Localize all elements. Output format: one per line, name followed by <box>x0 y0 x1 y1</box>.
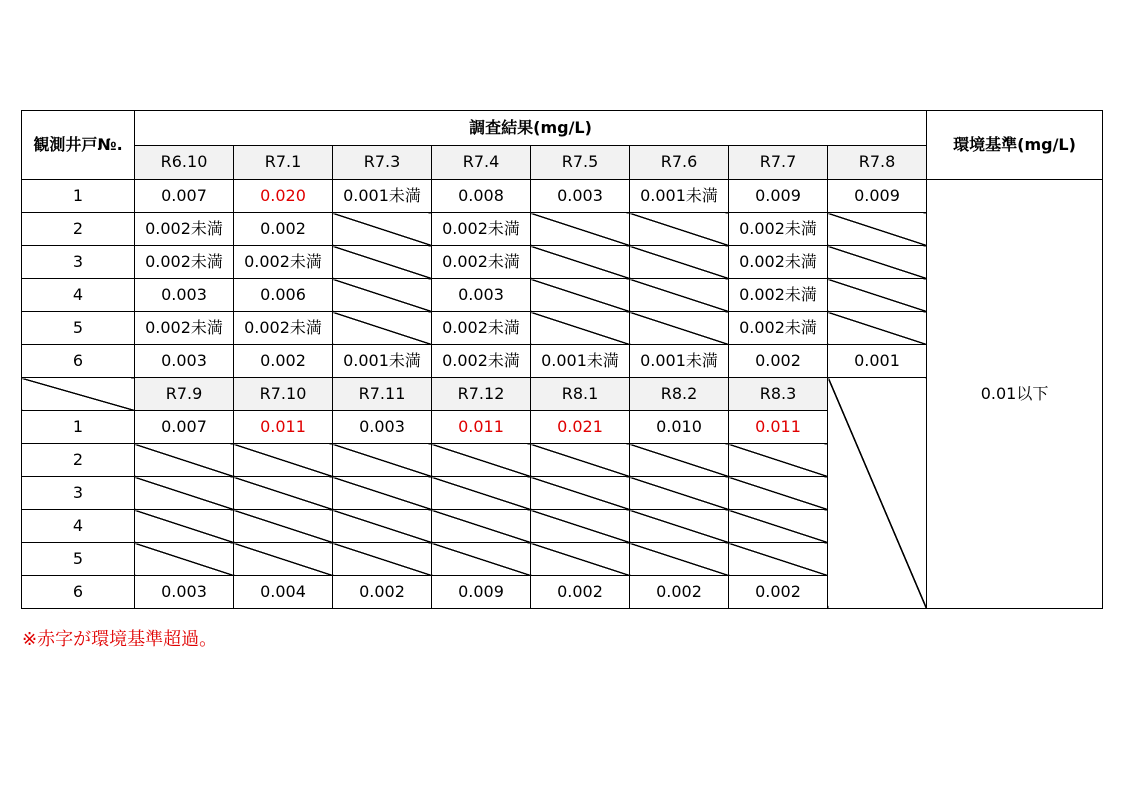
no-measurement-cell <box>333 477 432 510</box>
no-measurement-cell <box>531 444 630 477</box>
well-number: 5 <box>22 312 135 345</box>
well-number: 4 <box>22 510 135 543</box>
value-cell: 0.002 <box>729 345 828 378</box>
date-header: R7.11 <box>333 378 432 411</box>
no-measurement-cell <box>828 213 927 246</box>
date-header: R7.10 <box>234 378 333 411</box>
no-measurement-cell <box>630 543 729 576</box>
date-header: R7.7 <box>729 145 828 180</box>
well-number: 1 <box>22 180 135 213</box>
value-cell: 0.010 <box>630 411 729 444</box>
standard-value: 0.01以下 <box>927 180 1103 609</box>
well-number: 5 <box>22 543 135 576</box>
date-header: R7.1 <box>234 145 333 180</box>
date-header: R7.4 <box>432 145 531 180</box>
value-cell: 0.002未満 <box>432 213 531 246</box>
value-cell: 0.003 <box>432 279 531 312</box>
value-cell: 0.011 <box>234 411 333 444</box>
no-measurement-cell <box>432 510 531 543</box>
blank-corner-cell <box>22 378 135 411</box>
value-cell: 0.008 <box>432 180 531 213</box>
exceedance-note: ※赤字が環境基準超過。 <box>22 629 218 650</box>
results-header: 調査結果(mg/L) <box>135 111 927 146</box>
no-measurement-cell <box>432 543 531 576</box>
no-measurement-cell <box>234 510 333 543</box>
value-cell: 0.021 <box>531 411 630 444</box>
no-measurement-cell <box>333 312 432 345</box>
value-cell: 0.007 <box>135 411 234 444</box>
no-measurement-cell <box>630 312 729 345</box>
value-cell: 0.003 <box>135 279 234 312</box>
no-measurement-cell <box>531 510 630 543</box>
value-cell: 0.003 <box>531 180 630 213</box>
value-cell: 0.002 <box>333 576 432 609</box>
no-measurement-cell <box>729 444 828 477</box>
date-header: R8.1 <box>531 378 630 411</box>
no-measurement-cell <box>828 279 927 312</box>
survey-results-table <box>21 110 1103 609</box>
no-measurement-cell <box>135 510 234 543</box>
no-measurement-cell <box>729 510 828 543</box>
value-cell: 0.003 <box>333 411 432 444</box>
value-cell: 0.009 <box>432 576 531 609</box>
no-measurement-cell <box>135 444 234 477</box>
value-cell: 0.002未満 <box>432 312 531 345</box>
no-measurement-cell <box>432 477 531 510</box>
well-number: 2 <box>22 213 135 246</box>
date-header: R6.10 <box>135 145 234 180</box>
value-cell: 0.001未満 <box>630 180 729 213</box>
well-number: 6 <box>22 576 135 609</box>
date-header: R8.3 <box>729 378 828 411</box>
no-measurement-cell <box>630 213 729 246</box>
well-number-header: 観測井戸№. <box>22 111 135 180</box>
value-cell: 0.002未満 <box>135 312 234 345</box>
value-cell: 0.011 <box>432 411 531 444</box>
no-measurement-cell <box>333 543 432 576</box>
value-cell: 0.002 <box>234 213 333 246</box>
value-cell: 0.001未満 <box>630 345 729 378</box>
no-measurement-cell <box>531 543 630 576</box>
standard-header: 環境基準(mg/L) <box>927 111 1103 180</box>
no-measurement-cell <box>234 444 333 477</box>
well-number: 6 <box>22 345 135 378</box>
no-measurement-cell <box>729 543 828 576</box>
value-cell: 0.004 <box>234 576 333 609</box>
value-cell: 0.001 <box>828 345 927 378</box>
value-cell: 0.002未満 <box>135 213 234 246</box>
value-cell: 0.003 <box>135 345 234 378</box>
value-cell: 0.003 <box>135 576 234 609</box>
no-measurement-cell <box>828 312 927 345</box>
no-measurement-cell <box>531 312 630 345</box>
value-cell: 0.007 <box>135 180 234 213</box>
value-cell: 0.002未満 <box>729 213 828 246</box>
value-cell: 0.006 <box>234 279 333 312</box>
no-measurement-cell <box>234 543 333 576</box>
well-number: 2 <box>22 444 135 477</box>
value-cell: 0.002未満 <box>729 246 828 279</box>
date-header: R7.6 <box>630 145 729 180</box>
value-cell: 0.002 <box>234 345 333 378</box>
no-measurement-cell <box>828 246 927 279</box>
value-cell: 0.002未満 <box>234 312 333 345</box>
no-measurement-cell <box>729 477 828 510</box>
no-measurement-cell <box>630 279 729 312</box>
date-header: R7.12 <box>432 378 531 411</box>
no-measurement-cell <box>135 477 234 510</box>
no-measurement-cell <box>234 477 333 510</box>
no-measurement-cell <box>333 444 432 477</box>
date-header: R8.2 <box>630 378 729 411</box>
value-cell: 0.001未満 <box>333 345 432 378</box>
no-measurement-cell <box>432 444 531 477</box>
value-cell: 0.009 <box>828 180 927 213</box>
value-cell: 0.002未満 <box>432 345 531 378</box>
no-measurement-cell <box>531 279 630 312</box>
value-cell: 0.002未満 <box>729 279 828 312</box>
no-measurement-cell <box>630 477 729 510</box>
value-cell: 0.002 <box>630 576 729 609</box>
value-cell: 0.001未満 <box>333 180 432 213</box>
value-cell: 0.009 <box>729 180 828 213</box>
no-measurement-cell <box>333 213 432 246</box>
date-header: R7.3 <box>333 145 432 180</box>
well-number: 1 <box>22 411 135 444</box>
value-cell: 0.002未満 <box>432 246 531 279</box>
table-row <box>22 180 1103 213</box>
date-header: R7.5 <box>531 145 630 180</box>
date-header: R7.8 <box>828 145 927 180</box>
no-measurement-cell <box>333 279 432 312</box>
value-cell: 0.002未満 <box>729 312 828 345</box>
no-measurement-cell <box>630 444 729 477</box>
value-cell: 0.020 <box>234 180 333 213</box>
value-cell: 0.002未満 <box>135 246 234 279</box>
well-number: 3 <box>22 246 135 279</box>
value-cell: 0.002 <box>729 576 828 609</box>
no-measurement-cell <box>630 246 729 279</box>
no-measurement-cell <box>531 477 630 510</box>
no-measurement-cell <box>630 510 729 543</box>
no-measurement-cell <box>531 213 630 246</box>
date-header: R7.9 <box>135 378 234 411</box>
no-measurement-cell <box>333 510 432 543</box>
value-cell: 0.001未満 <box>531 345 630 378</box>
no-measurement-cell <box>333 246 432 279</box>
no-measurement-cell <box>135 543 234 576</box>
well-number: 3 <box>22 477 135 510</box>
blank-column-cell <box>828 378 927 609</box>
value-cell: 0.002未満 <box>234 246 333 279</box>
no-measurement-cell <box>531 246 630 279</box>
value-cell: 0.011 <box>729 411 828 444</box>
value-cell: 0.002 <box>531 576 630 609</box>
well-number: 4 <box>22 279 135 312</box>
